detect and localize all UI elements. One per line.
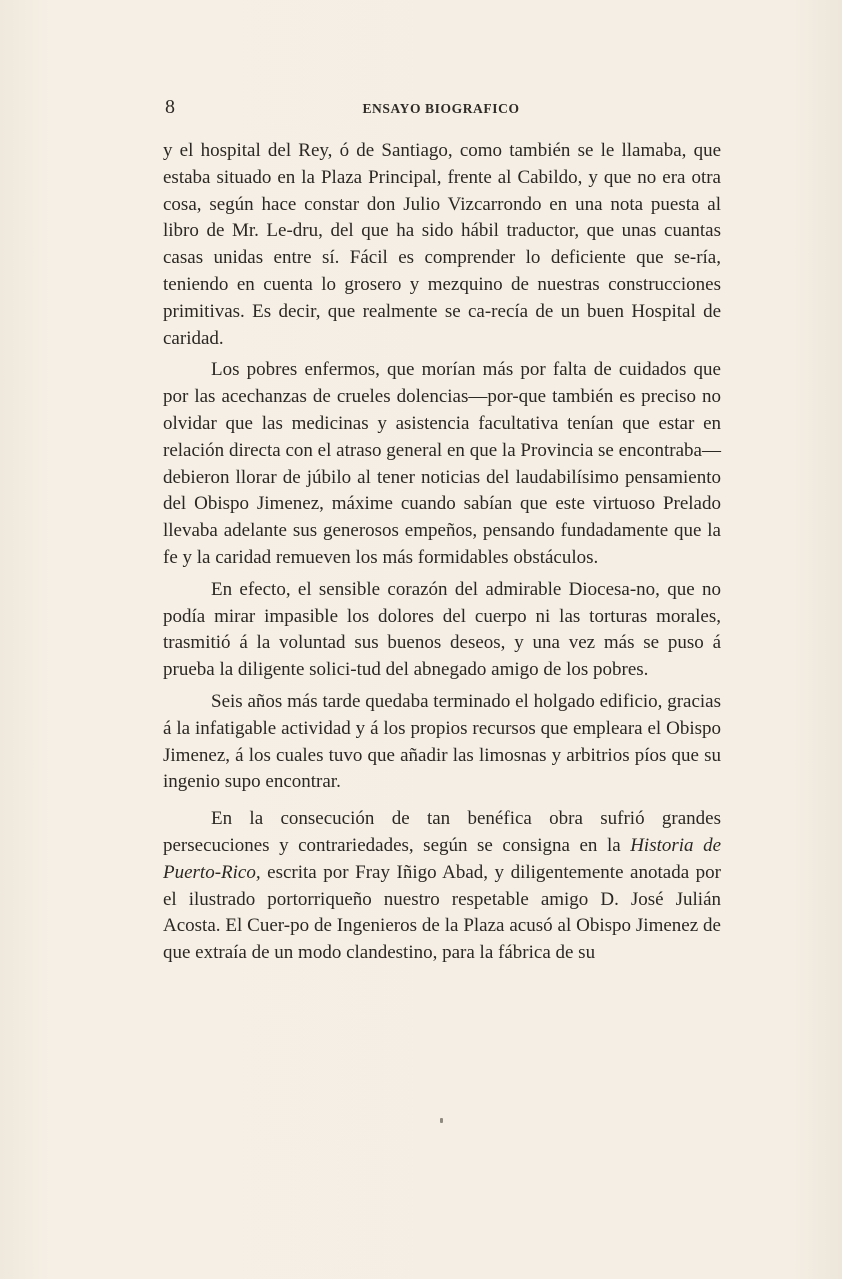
paragraph-5: [163, 806, 721, 967]
paragraph-3: En efecto, el sensible corazón del admirable Diocesa-no, que no podía mirar impasible los dolores del cuerpo ni las torturas morales, trasmitió á la voluntad sus buenos deseos, y una vez más se puso á prueba la diligente solici-tud del abnegado amigo de los pobres.: [163, 578, 721, 681]
paragraph-2: Los pobres enfermos, que morían más por falta de cuidados que por las acechanzas de crueles dolencias—por-que también es preciso no olvidar que las medicinas y asistencia facultativa tenían que estar en relación directa con el atraso general en que la Provincia se encontraba—debieron llorar de júbilo al tener noticias del laudabilísimo pensamiento del Obispo Jimenez, máxime cuando sabían que este virtuoso Prelado llevaba adelante sus generosos empeños, pensando fundadamente que la fe y la caridad remueven los más formidables obstáculos.: [163, 359, 721, 568]
book-title: Historia de Puerto-Rico,: [163, 834, 722, 883]
paragraph-5-start: En la consecución de tan benéfica obra sufrió grandes persecuciones y contrariedades, según se consigna en la: [163, 808, 721, 856]
page-number: 8: [165, 96, 175, 118]
paragraph-4: Seis años más tarde quedaba terminado el holgado edificio, gracias á la infatigable actividad y á los propios recursos que empleara el Obispo Jimenez, á los cuales tuvo que añadir las limosnas y arbitrios píos que su ingenio supo encontrar.: [163, 690, 721, 793]
paragraph-1: y el hospital del Rey, ó de Santiago, como también se le llamaba, que estaba situado en la Plaza Principal, frente al Cabildo, y que no era otra cosa, según hace constar don Julio Vizcarrondo en una nota puesta al libro de Mr. Le-dru, del que ha sido hábil traductor, que unas cuantas casas unidas entre sí. Fácil es comprender lo deficiente que se-ría, teniendo en cuenta lo grosero y mezquino de nuestras construcciones primitivas. Es decir, que realmente se ca-recía de un buen Hospital de caridad.: [163, 140, 721, 349]
body-text: [163, 138, 721, 967]
paragraph-5-end: escrita por Fray Iñigo Abad, y diligentemente anotada por el ilustrado portorriqueño nuestro respetable amigo D. José Julián Acosta. El Cuer-po de Ingenieros de la Plaza acusó al Obispo Jimenez de que extraía de un modo clandestino, para la fábrica de su: [163, 861, 721, 964]
running-head: ENSAYO BIOGRAFICO: [362, 101, 520, 116]
print-speck: [440, 1118, 443, 1123]
